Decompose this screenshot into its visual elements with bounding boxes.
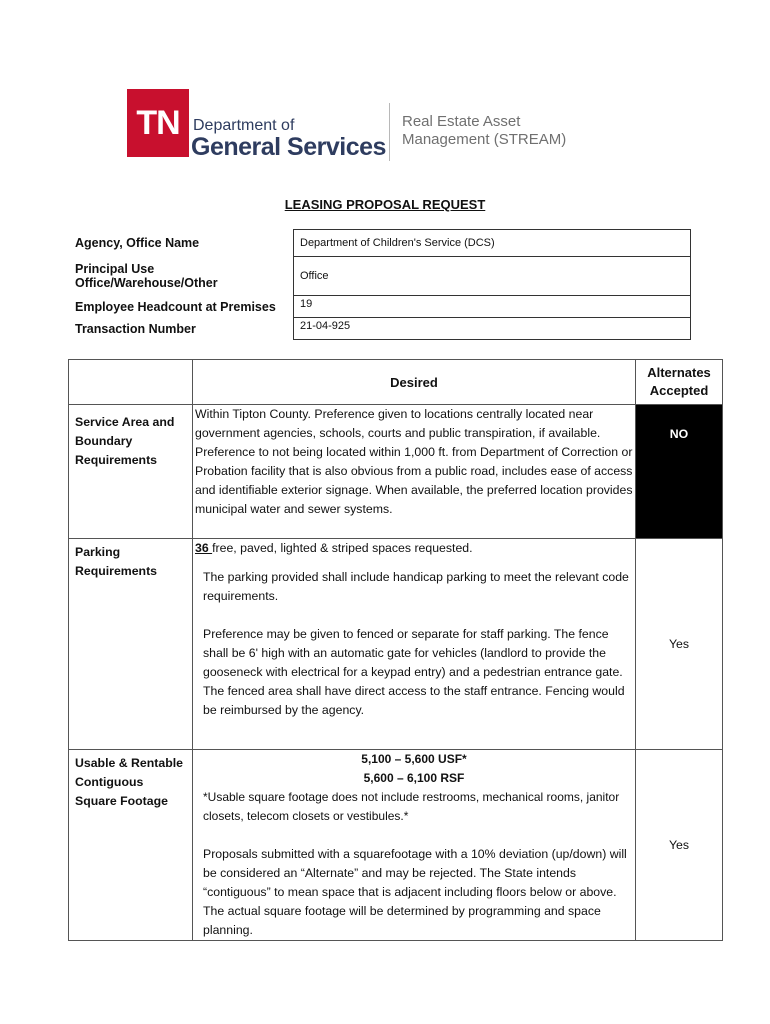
info-row-use — [69, 257, 691, 296]
parking-para3: Preference may be given to fenced or separate for staff parking. The fence shall be 6' high with an automatic gate for vehicles (landlord to provide the gooseneck with electrical for a keypad entry) and a pedestrian entrance gate. The fenced area shall have direct access to the staff entrance. Fencing would be reimbursed by the agency. — [203, 627, 625, 717]
info-row-agency — [69, 230, 691, 257]
info-table — [69, 229, 691, 340]
alternates-value: Yes — [636, 750, 723, 941]
table-row-square-footage — [69, 750, 723, 941]
sqft-para2: Proposals submitted with a squarefootage with a 10% deviation (up/down) will be considered an “Alternate” and may be rejected. The State intends “contiguous” to mean space that is adjacent including floors below or above. The actual square footage will be determined by programming and space planning. — [203, 847, 627, 937]
table-row-parking — [69, 539, 723, 750]
row-desired-cell — [193, 539, 636, 750]
dept-line1: Department of — [193, 117, 295, 134]
row-label: Parking Requirements — [69, 539, 193, 750]
stream-line2: Management (STREAM) — [402, 131, 567, 148]
info-row-headcount — [69, 296, 691, 318]
info-value: Department of Children's Service (DCS) — [294, 230, 691, 257]
table-row-service-area — [69, 405, 723, 539]
alternates-value: Yes — [636, 539, 723, 750]
info-value: Office — [294, 257, 691, 296]
table-header-row — [69, 360, 723, 405]
stream-line1: Real Estate Asset — [402, 113, 521, 130]
row-label: Usable & Rentable Contiguous Square Footage — [69, 750, 193, 941]
info-label: Agency, Office Name — [69, 230, 294, 257]
info-value: 21-04-925 — [294, 318, 691, 340]
tn-dgs-logo — [127, 89, 597, 164]
parking-count: 36 — [195, 541, 213, 555]
usf-note: *Usable square footage does not include restrooms, mechanical rooms, janitor closets, telecom closets or vestibules.* — [203, 790, 620, 823]
requirements-table — [68, 359, 723, 941]
header-blank-cell — [69, 360, 193, 405]
parking-para2: The parking provided shall include handicap parking to meet the relevant code requirements. — [203, 570, 629, 603]
parking-first-line — [195, 539, 633, 558]
info-label: Employee Headcount at Premises — [69, 296, 294, 318]
header-desired: Desired — [193, 360, 636, 405]
document-title: LEASING PROPOSAL REQUEST — [284, 197, 486, 212]
header-alternates: Alternates Accepted — [636, 360, 723, 405]
row-label: Service Area and Boundary Requirements — [69, 405, 193, 539]
info-row-transaction — [69, 318, 691, 340]
info-label: Transaction Number — [69, 318, 294, 340]
info-value: 19 — [294, 296, 691, 318]
row-desired-text: Within Tipton County. Preference given to locations centrally located near government agencies, schools, courts and public transpiration, if available. Preference to not being located within 1,000 ft. from Department of Correction or Probation facility that is also obvious from a public road, includes ease of access and identifiable exterior signage. When available, the preferred location provides municipal water and sewer systems. — [193, 405, 636, 539]
usf-range: 5,100 – 5,600 USF* — [361, 752, 467, 766]
dept-line2: General Services — [191, 133, 386, 161]
logo-divider — [389, 103, 390, 161]
row-desired-cell — [193, 750, 636, 941]
tn-logo-mark: TN — [127, 89, 189, 157]
rsf-range: 5,600 – 6,100 RSF — [363, 771, 465, 785]
parking-first-text: free, paved, lighted & striped spaces requested. — [212, 541, 473, 555]
info-label: Principal Use Office/Warehouse/Other — [69, 257, 294, 296]
alternates-value: NO — [636, 405, 723, 539]
